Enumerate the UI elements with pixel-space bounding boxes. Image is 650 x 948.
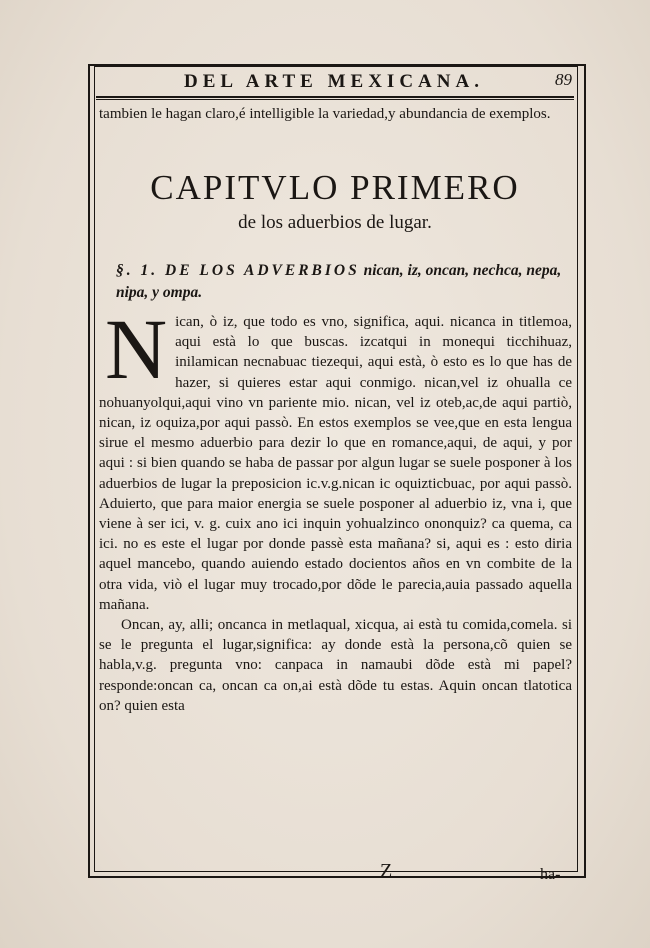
bottom-rule xyxy=(88,876,582,877)
intro-paragraph: tambien le hagan claro,é intelligible la variedad,y abundancia de exemplos. xyxy=(99,106,551,122)
running-title: DEL ARTE MEXICANA. xyxy=(184,71,484,92)
chapter-subtitle: de los aduerbios de lugar. xyxy=(238,212,432,233)
chapter-title: CAPITVLO PRIMERO xyxy=(150,168,520,207)
page-number: 89 xyxy=(555,70,572,89)
section-heading-terms: nican, iz, oncan, nechca, nepa, nipa, y ompa. xyxy=(116,262,562,301)
body-text xyxy=(99,301,572,716)
signature-mark: Z xyxy=(380,860,393,882)
intro-text xyxy=(99,105,571,124)
head-rule xyxy=(96,96,574,98)
drop-cap: N xyxy=(105,301,168,397)
body-paragraph-1: ican, ò iz, que todo es vno, significa, aqui. nicanca in titlemoa, aqui està lo que buscas. izcatqui in monequi ticchihuaz, inilamican necnabuac tiezequi, aqui està, ò esto es lo que has de hazer, si quieres estar aqui conmigo. nican,vel iz ohualla ce nohuanyolqui,aqui vino vn pariente mio. nican, vel iz oteb,ac,de aqui partiò, nican, iz oquiza,por aqui passò. En estos exemplos se vee,que en esta lengua sirue el mesmo aduerbio para dezir lo que en romance,aqui, de aqui, y por aqui : si bien quando se haba de passar por algun lugar se suele posponer à los aduerbios de lugar la preposicion ic.v.g.nican ic oquizticbuac, por aqui passò. Aduierto, que para maior energia se suele posponer al aduerbio iz, vna i, que viene à ser ici, v. g. cuix ano ici inquin yohualzinco ononquiz? ca quema, ca ici. no es este el lugar por donde passè esta mañana? si, aqui es : esto diria aquel mancebo, quando auiendo estado docientos años en vn combite de la otra vida, viò el lugar muy trocado,por dõde le parecia,auia passado aquella mañana. xyxy=(99,314,572,613)
head-rule-thin xyxy=(96,99,574,100)
body-paragraph-2: Oncan, ay, alli; oncanca in metlaqual, xicqua, ai està tu comida,comela. si se le pregunta el lugar,significa: ay donde està la persona,cõ quien se habla,v.g. pregunta vno: canpaca in namaubi dõde està mi papel? responde:oncan ca, oncan ca on,ai està dõde tu estas. Aquin oncan tlatotica on? quien esta xyxy=(99,617,572,714)
catchword: ha- xyxy=(540,866,561,883)
section-heading-lead: §. 1. DE LOS ADVERBIOS xyxy=(116,262,360,279)
running-head xyxy=(96,70,572,94)
section-heading xyxy=(116,260,572,304)
